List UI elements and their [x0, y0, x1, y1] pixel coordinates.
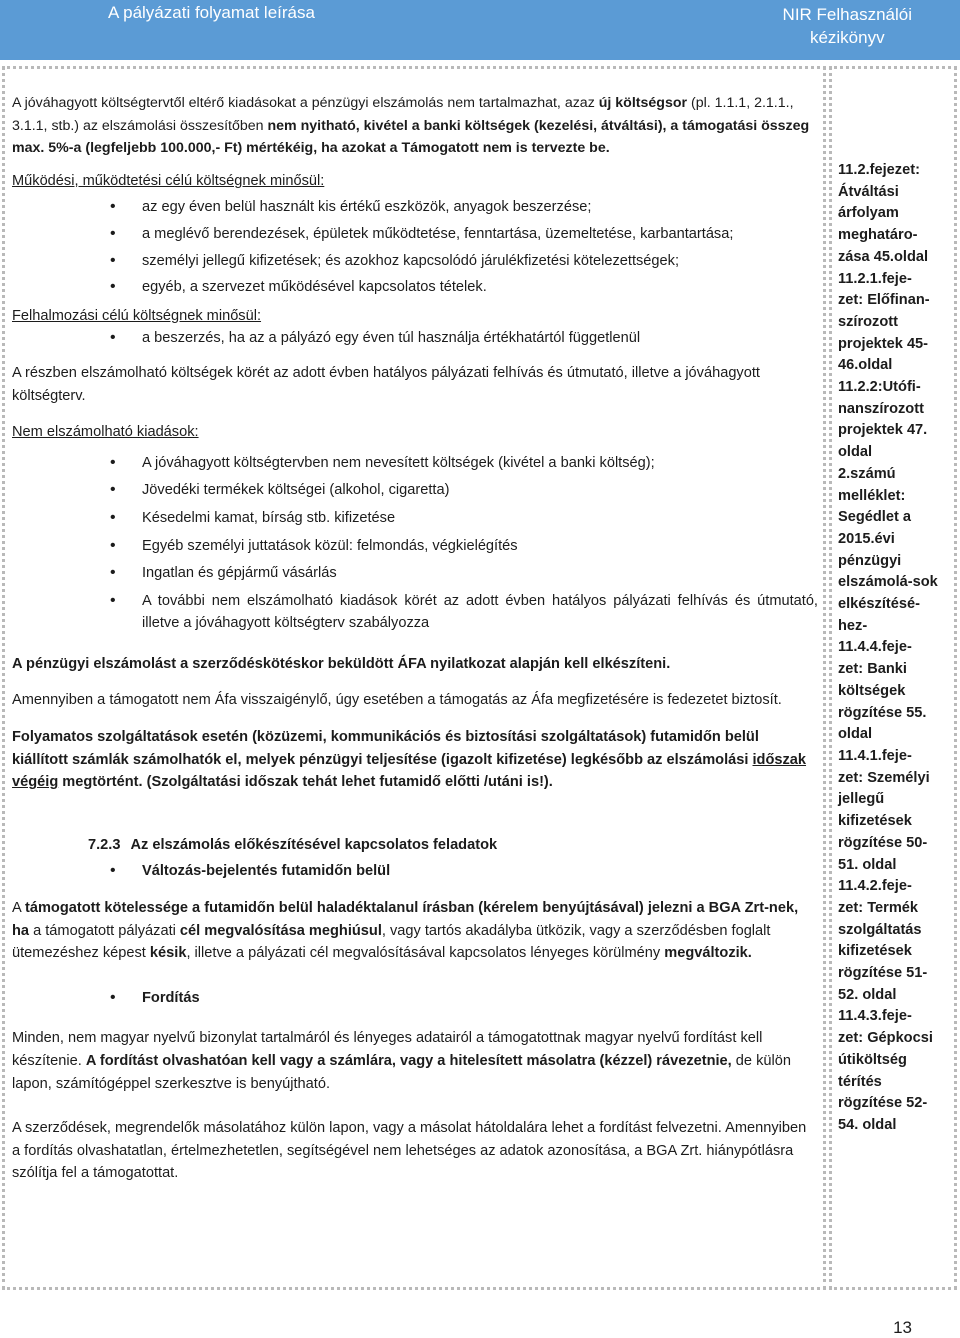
- page-number: 13: [893, 1318, 912, 1337]
- header-manual: [783, 3, 912, 49]
- section-title: Az elszámolás előkészítésével kapcsolatos feladatok: [130, 836, 498, 853]
- list-mukodesi: [12, 196, 818, 298]
- list-felhalmozasi: [12, 327, 818, 350]
- sidebar-ref[interactable]: 11.2.2:Utófi- nanszírozott projektek 47. oldal: [838, 379, 928, 461]
- page-header: [0, 0, 960, 60]
- paragraph-afa-bold: A pénzügyi elszámolást a szerződéskötéskor beküldött ÁFA nyilatkozat alapján kell elkészíteni.: [12, 655, 671, 672]
- sidebar-ref[interactable]: 11.4.4.feje- zet: Banki költségek rögzítése 55. oldal: [838, 639, 927, 743]
- list-item: • az egy éven belül használt kis értékű eszközök, anyagok beszerzése;: [12, 196, 818, 219]
- heading-nem-elszamolhato: Nem elszámolható kiadások:: [12, 424, 199, 441]
- list-item: • Ingatlan és gépjármű vásárlás: [12, 562, 818, 585]
- header-manual-line2: kézikönyv: [809, 28, 885, 47]
- sidebar-ref[interactable]: 11.4.3.feje- zet: Gépkocsi útiköltség térítés rögzítése 52- 54. oldal: [838, 1008, 933, 1133]
- list-item: • Késedelmi kamat, bírság stb. kifizetése: [12, 507, 818, 530]
- sidebar-ref[interactable]: 11.4.1.feje- zet: Személyi jellegű kifizetések rögzítése 50- 51. oldal: [838, 747, 930, 873]
- paragraph-tamogatott: A támogatott kötelessége a futamidőn belül haladéktalanul írásban (kérelem benyújtásával) jelezni a BGA Zrt-nek, ha a támogatott pályázati cél megvalósítása meghiúsul, vagy tartós akadályba ütközik, vagy a szerződésben foglalt ütemezéshez képest késik, illetve a pályázati cél megvalósításával kapcsolatos lényeges körülmény megváltozik.: [12, 900, 799, 962]
- list-item: • a beszerzés, ha az a pályázó egy éven túl használja értékhatártól függetlenül: [12, 327, 818, 350]
- paragraph-forditas: Minden, nem magyar nyelvű bizonylat tartalmáról és lényeges adatairól a támogatottnak magyar nyelvű fordítást kell készítenie. A fordítást olvashatóan kell vagy a számlára, vagy a hitelesített másolatra (kézzel) rávezetnie, de külön lapon, számítógéppel szerkesztve is benyújtható.: [12, 1030, 791, 1092]
- list-item: • Jövedéki termékek költségei (alkohol, cigaretta): [12, 479, 818, 502]
- section-number: 7.2.3: [88, 836, 121, 853]
- sidebar-ref[interactable]: 11.2.1.feje- zet: Előfinan- szírozott projektek 45- 46.oldal: [838, 270, 930, 374]
- list-item: • személyi jellegű kifizetések; és azokhoz kapcsolódó járulékfizetési kötelezettségek;: [12, 250, 818, 273]
- list-item: • Egyéb személyi juttatások közül: felmondás, végkielégítés: [12, 535, 818, 558]
- heading-felhalmozasi: Felhalmozási célú költségnek minősül:: [12, 307, 262, 324]
- list-item: • A jóváhagyott költségtervben nem nevesített költségek (kivétel a banki költség);: [12, 452, 818, 475]
- sidebar-ref[interactable]: 11.2.fejezet: Átváltási árfolyam meghatáro- zása 45.oldal: [838, 162, 929, 265]
- header-title: A pályázati folyamat leírása: [108, 3, 315, 22]
- paragraph-afa: Amennyiben a támogatott nem Áfa visszaigénylő, úgy esetében a támogatás az Áfa megfizetésére is fedezetet biztosít.: [12, 692, 782, 709]
- sidebar-references: [838, 160, 950, 1137]
- list-nem-elszamolhato: [12, 452, 818, 635]
- paragraph-szerzodes: A szerződések, megrendelők másolatához külön lapon, vagy a másolat hátoldalára lehet a fordítást felvezetni. Amennyiben a fordítás olvashatatlan, értelmezhetetlen, segítségével nem lehetséges az adatok azonosítása, a BGA Zrt. hiánypótlásra szólítja fel a támogatottat.: [12, 1120, 807, 1182]
- bullet-forditas: • Fordítás: [12, 987, 818, 1010]
- list-item: • A további nem elszámolható kiadások körét az adott évben hatályos pályázati felhívás és útmutató, illetve a jóváhagyott költségterv szabályozza: [12, 590, 818, 635]
- sidebar-ref[interactable]: 11.4.2.feje- zet: Termék szolgáltatás kifizetések rögzítése 51- 52. oldal: [838, 878, 928, 1003]
- paragraph-new-cost-line: A jóváhagyott költségtervtől eltérő kiadásokat a pénzügyi elszámolás nem tartalmazhat, azaz új költségsor (pl. 1.1.1, 2.1.1., 3.1.1, stb.) az elszámolási összesítőben nem nyitható, kivétel a banki költségek (kezelési, átváltási), a támogatási összeg max. 5%-a (legfeljebb 100.000,- Ft) mértékéig, ha azokat a Támogatott nem is tervezte be.: [12, 95, 810, 157]
- heading-mukodesi: Működési, működtetési célú költségnek minősül:: [12, 172, 325, 189]
- list-item: • egyéb, a szervezet működésével kapcsolatos tételek.: [12, 276, 818, 299]
- section-heading: [12, 834, 818, 857]
- bullet-valtozas: • Változás-bejelentés futamidőn belül: [12, 860, 818, 883]
- header-manual-line1: NIR Felhasználói: [782, 5, 912, 24]
- sidebar-ref[interactable]: 2.számú melléklet: Segédlet a 2015.évi pénzügyi elszámolá-sok elkészítésé- hez-: [838, 465, 938, 634]
- paragraph-reszben: A részben elszámolható költségek körét az adott évben hatályos pályázati felhívás és útmutató, illetve a jóváhagyott költségterv.: [12, 364, 760, 404]
- main-content: [12, 92, 818, 1185]
- list-item: • a meglévő berendezések, épületek működtetése, fenntartása, üzemeltetése, karbantartása;: [12, 223, 818, 246]
- paragraph-folyamatos: Folyamatos szolgáltatások esetén (közüzemi, kommunikációs és biztosítási szolgáltatások) futamidőn belül kiállított számlák számolhatók el, melyek pénzügyi teljesítése (igazolt kifizetése) legkésőbb az elszámolási időszak végéig megtörtént. (Szolgáltatási időszak tehát lehet futamidő előtti /utáni is!).: [12, 729, 807, 791]
